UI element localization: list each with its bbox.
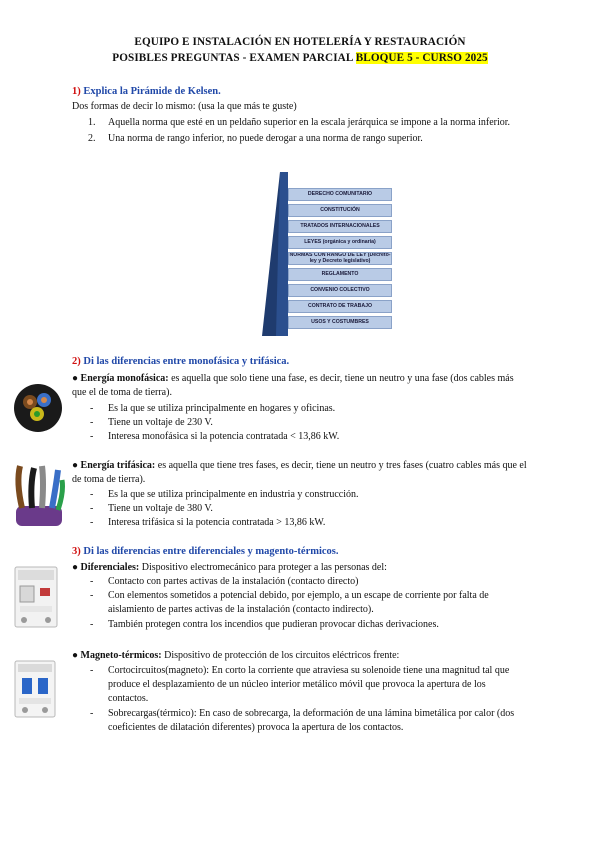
list-number: 1. [88,117,96,128]
list-item [88,618,528,632]
list-text: Cortocircuitos(magneto): En corto la corriente que atraviesa su solenoide tiene una magnitud tal que produce el desplazamiento de un núcleo interior metálico móvil que provoca la apertura de los contactos. [108,665,510,705]
question-3-heading [72,546,339,557]
list-item [88,488,528,502]
triphase-definition [72,459,528,488]
magnetothermal-switch-image [14,660,56,718]
pyramid-level: TRATADOS INTERNACIONALES [288,220,392,233]
differential-description: Dispositivo electromecánico para proteger a las personas del: [139,562,387,573]
question-2-title: Di las diferencias entre monofásica y trifásica. [80,356,290,367]
triphase-description: es aquella que tiene tres fases, es decir, tiene un neutro y tres fases (cuatro cables más que el de toma de tierra). [72,460,527,486]
dash: - [90,590,94,602]
dash: - [90,707,94,719]
title-line-1: EQUIPO E INSTALACIÓN EN HOTELERÍA Y RESTAURACIÓN [134,36,466,48]
bullet: ● [72,460,81,471]
bullet: ● [72,650,81,661]
magnetothermal-definition [72,649,528,663]
pyramid-level: USOS Y COSTUMBRES [288,316,392,329]
list-item [88,575,528,589]
monophase-description: es aquella que solo tiene una fase, es decir, tiene un neutro y una fase (dos cables más que el de toma de tierra). [72,373,514,399]
document-subtitle [0,52,600,64]
list-text: Con elementos sometidos a potencial debido, por ejemplo, a un escape de corriente por falta de aislamiento de partes activas de la instalación (contacto indirecto). [108,590,489,616]
list-item [88,416,528,430]
list-item [88,132,528,146]
list-item [88,430,528,444]
magnetothermal-description: Dispositivo de protección de los circuitos eléctricos frente: [161,650,400,661]
kelsen-pyramid-image [262,172,398,336]
differential-definition [72,561,528,575]
magnetothermal-term: Magneto-térmicos: [80,650,162,661]
list-text: Es la que se utiliza principalmente en hogares y oficinas. [108,403,336,414]
list-text: Una norma de rango inferior, no puede derogar a una norma de rango superior. [108,133,423,145]
list-item [88,664,528,707]
question-3-title: Di las diferencias entre diferenciales y magento-térmicos. [80,546,339,557]
pyramid-level: DERECHO COMUNITARIO [288,188,392,201]
list-item [88,116,528,130]
dash: - [90,618,94,630]
subtitle-prefix: POSIBLES PREGUNTAS - EXAMEN PARCIAL [112,52,356,64]
dash: - [90,489,94,500]
monophase-definition [72,372,528,401]
list-item [88,502,528,516]
question-1-number: 1) [72,86,81,97]
list-text: Tiene un voltaje de 380 V. [108,503,213,515]
three-phase-cable-image [12,462,66,528]
list-item [88,402,528,416]
triphase-term: Energía trifásica: [80,460,156,471]
monophase-list [88,402,528,445]
differential-term: Diferenciales: [80,562,140,573]
magnetothermal-list [88,664,528,735]
bullet: ● [72,373,81,384]
bullet: ● [72,562,81,573]
list-item [88,707,528,735]
pyramid-level: LEYES (orgánica y ordinaria) [288,236,392,249]
differential-list [88,575,528,632]
monophase-term: Energía monofásica: [80,373,169,384]
dash: - [90,431,94,443]
list-item [88,516,528,530]
question-2-heading [72,356,289,367]
dash: - [90,665,94,676]
triphase-list [88,488,528,531]
list-item [88,589,528,617]
kelsen-numbered-list [88,116,528,146]
list-text: Aquella norma que esté en un peldaño superior en la escala jerárquica se impone a la norma inferior. [108,117,511,128]
question-1-heading [72,86,221,97]
list-text: Tiene un voltaje de 230 V. [108,417,213,429]
pyramid-level: CONTRATO DE TRABAJO [288,300,392,313]
list-text: Interesa monofásica si la potencia contratada < 13,86 kW. [108,431,340,443]
dash: - [90,417,94,429]
list-number: 2. [88,133,96,145]
pyramid-level: REGLAMENTO [288,268,392,281]
pyramid-level: NORMAS CON RANGO DE LEY (Decreto-ley y Decreto legislativo) [289,252,391,264]
single-phase-cable-image [10,378,66,434]
dash: - [90,503,94,515]
list-text: Interesa trifásica si la potencia contratada > 13,86 kW. [108,517,326,529]
list-text: Es la que se utiliza principalmente en industria y construcción. [108,489,359,500]
dash: - [90,403,94,414]
differential-switch-image [14,566,58,628]
question-2-number: 2) [72,356,81,367]
question-1-intro: Dos formas de decir lo mismo: (usa la que más te guste) [72,101,297,112]
list-text: También protegen contra los incendios que pudieran provocar dichas derivaciones. [108,618,439,630]
document-title [0,36,600,48]
pyramid-level: CONSTITUCIÓN [288,204,392,217]
list-text: Sobrecargas(térmico): En caso de sobrecarga, la deformación de una lámina bimetálica por calor (dos coeficientes de dilatación diferentes) provoca la apertura de los contactos. [108,707,515,733]
question-3-number: 3) [72,546,81,557]
dash: - [90,576,94,587]
pyramid-level: CONVENIO COLECTIVO [288,284,392,297]
question-1-title: Explica la Pirámide de Kelsen. [80,86,221,97]
subtitle-highlight: BLOQUE 5 - CURSO 2025 [355,52,488,64]
list-text: Contacto con partes activas de la instalación (contacto directo) [108,576,359,587]
dash: - [90,517,94,529]
